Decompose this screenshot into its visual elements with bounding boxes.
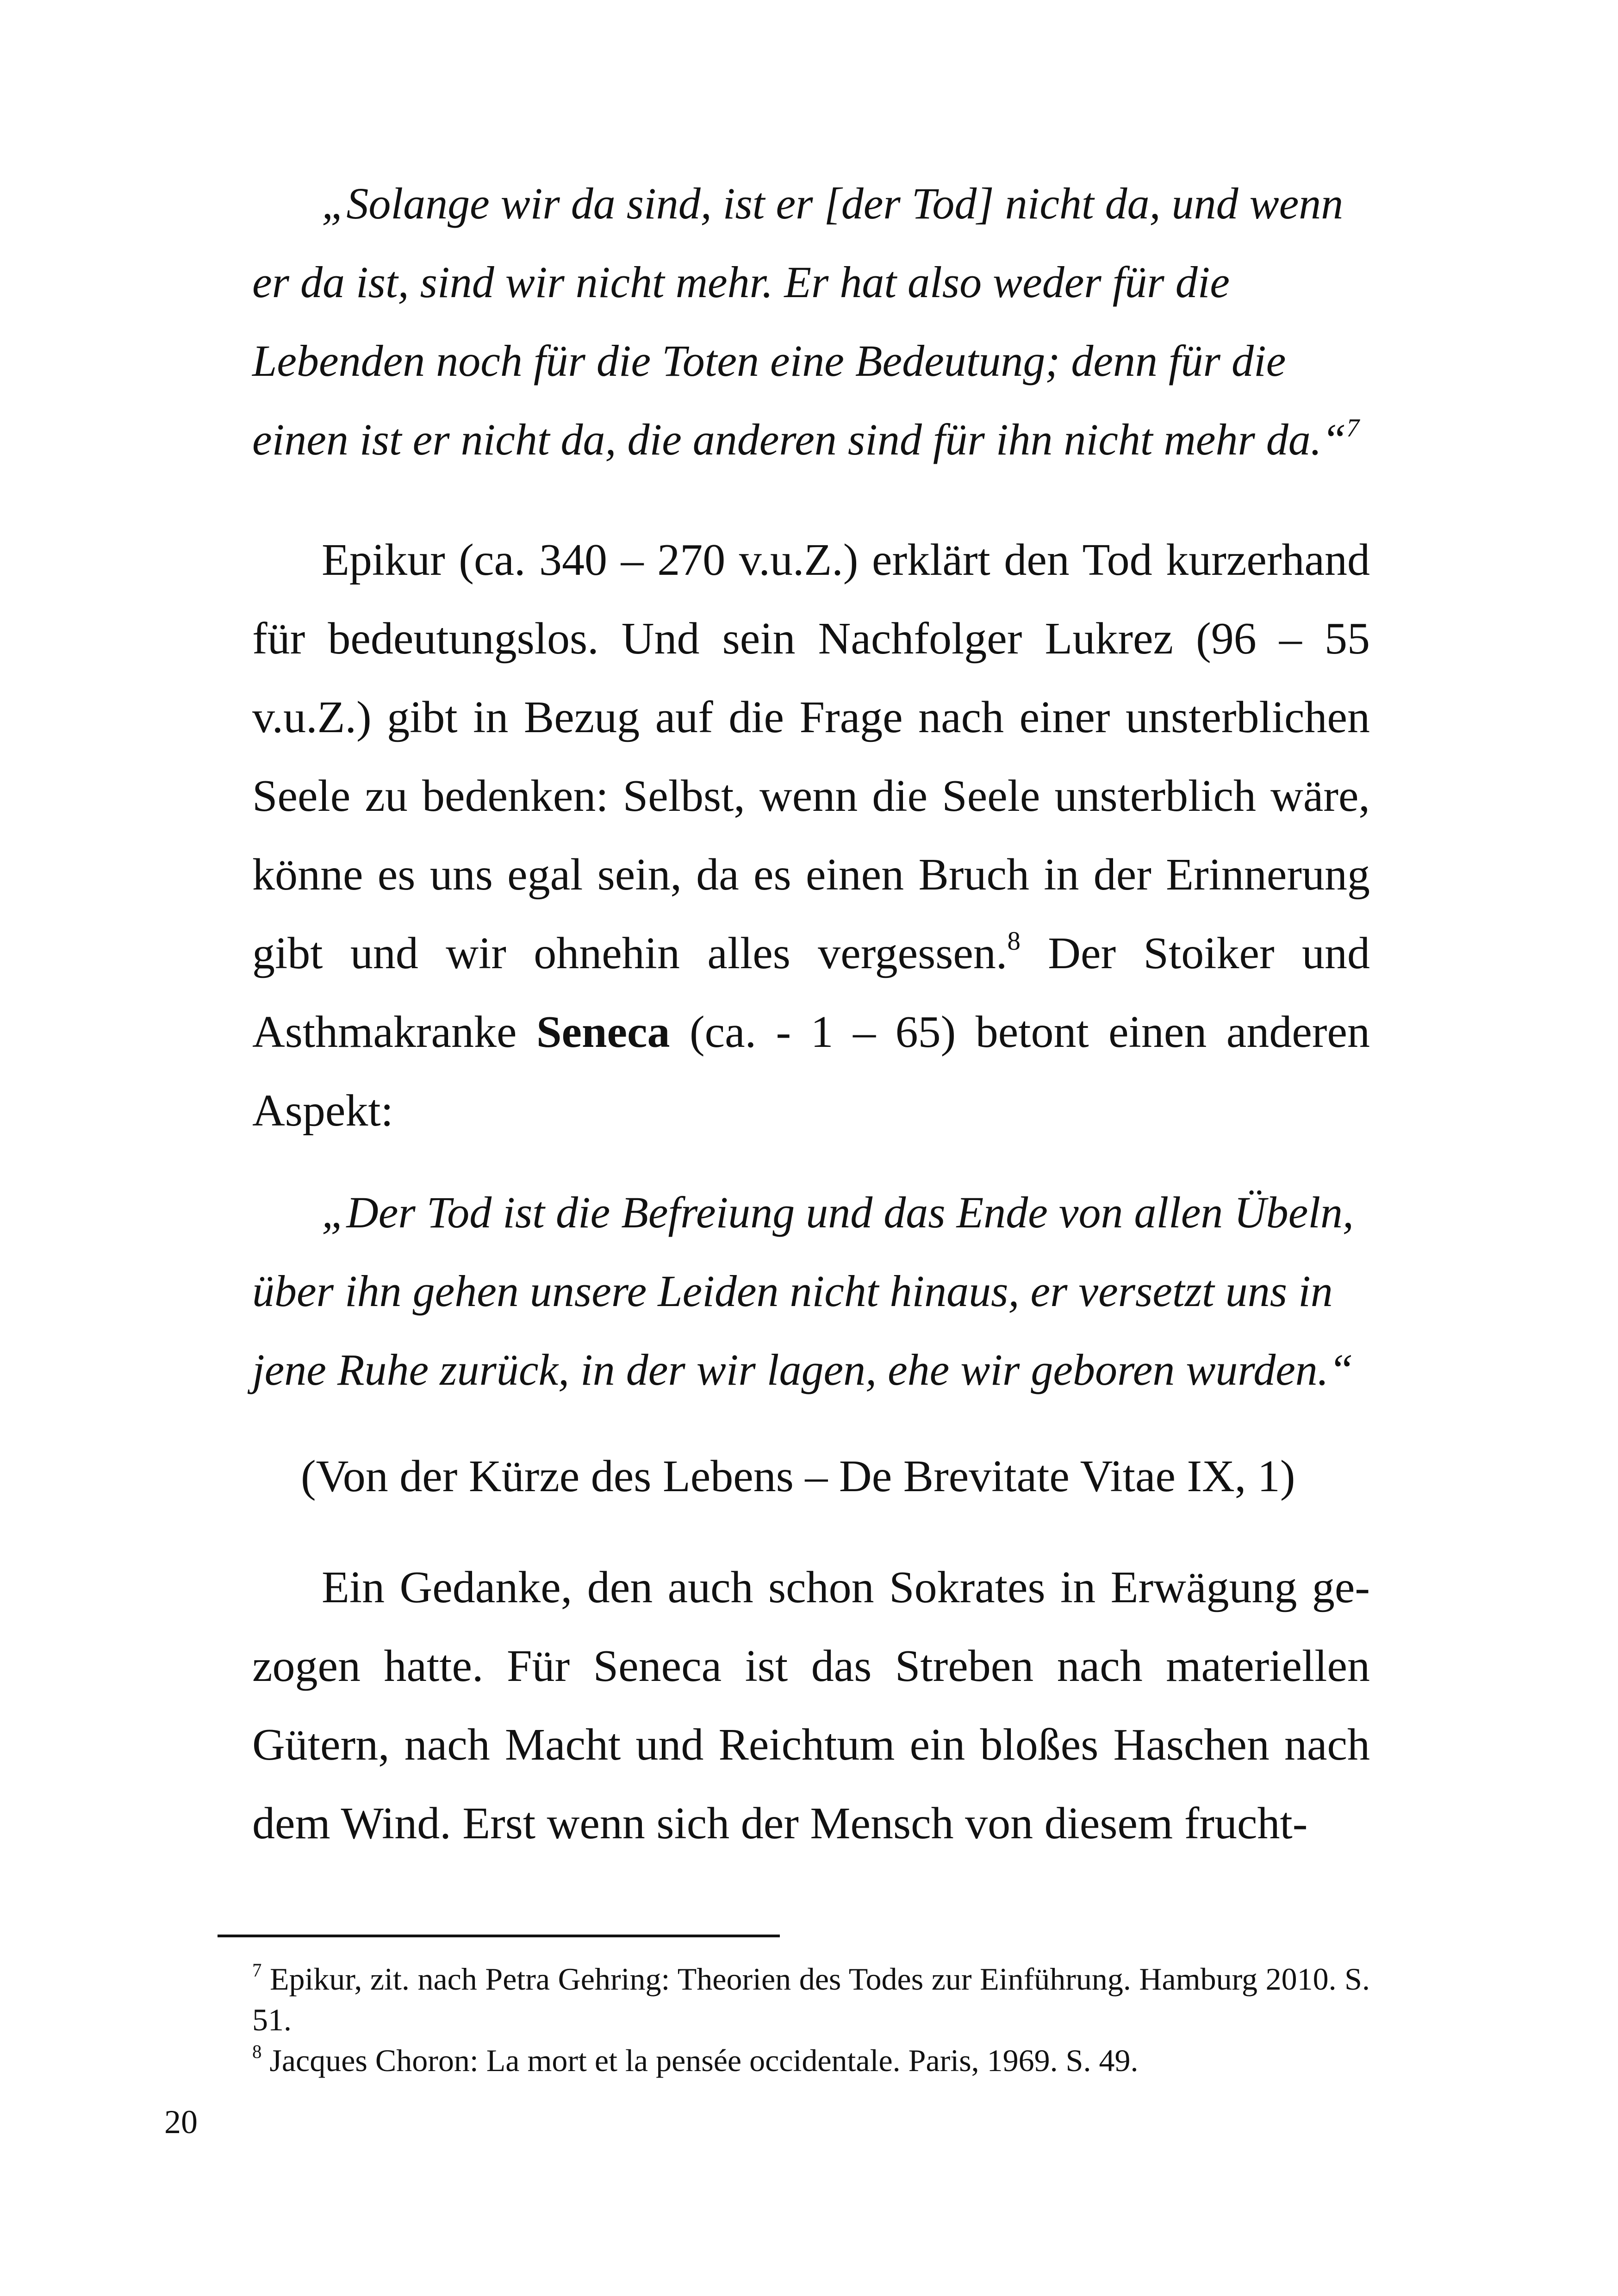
quote-epikur-body: „Solange wir da sind, ist er [der Tod] nicht da, und wenn er da ist, sind wir nicht mehr. Er hat also weder für die Lebenden noch für die Toten eine Bedeutung; denn für die einen ist er nicht da, die anderen sind für ihn nicht mehr da.“ (252, 179, 1347, 464)
seneca-bold-name: Seneca (536, 1007, 670, 1057)
footnotes (252, 1959, 1370, 2081)
paragraph-epikur-lukrez-seneca (252, 521, 1370, 1150)
footnote-7 (252, 1959, 1370, 2040)
quote-epikur-text (252, 164, 1370, 479)
footnote-8-text: Jacques Choron: La mort et la pensée occidentale. Paris, 1969. S. 49. (261, 2043, 1139, 2078)
page-number: 20 (164, 2103, 198, 2140)
paragraph-sokrates-text: Ein Gedanke, den auch schon Sokrates in Erwägung gezogen hatte. Für Seneca ist das Streben nach materiellen Gütern, nach Macht und Reichtum ein bloßes Haschen nach dem Wind. Erst wenn sich der Mensch von diesem frucht- (252, 1562, 1370, 1848)
paragraph-epikur-part-c: (ca. - 1 – 65) betont einen anderen Aspekt: (252, 1007, 1370, 1136)
quote-seneca-text: „Der Tod ist die Befreiung und das Ende von allen Übeln, über ihn gehen unsere Leiden nicht hinaus, er versetzt uns in jene Ruhe zurück, in der wir lagen, ehe wir geboren wurden.“ (252, 1188, 1354, 1394)
footnote-7-number: 7 (252, 1960, 262, 1981)
quote-seneca (252, 1173, 1370, 1409)
quote-seneca-source: (Von der Kürze des Lebens – De Brevitate Vitae IX, 1) (301, 1451, 1295, 1501)
footnote-ref-8: 8 (1007, 927, 1021, 956)
footnote-8-number: 8 (252, 2041, 262, 2062)
paragraph-epikur-part-a: Epikur (ca. 340 – 270 v.u.Z.) erklärt den Tod kurzerhand für bedeutungslos. Und sein Nachfolger Lukrez (96 – 55 v.u.Z.) gibt in Bezug auf die Frage nach einer unsterblichen Seele zu bedenken: Selbst, wenn die Seele unsterblich wäre, könne es uns egal sein, da es einen Bruch in der Erinnerung gibt und wir ohnehin alles vergessen. (252, 535, 1370, 978)
paragraph-sokrates-seneca (252, 1548, 1370, 1863)
quote-epikur (252, 164, 1370, 479)
footnote-separator (218, 1935, 780, 1937)
paragraph-epikur-part-b: Der Stoiker und Asthmakranke (252, 928, 1370, 1057)
paragraph-epikur-text (252, 521, 1370, 1150)
footnote-7-text: Epikur, zit. nach Petra Gehring: Theorien des Todes zur Einführung. Hamburg 2010. S. 51. (252, 1961, 1370, 2037)
footnote-ref-7: 7 (1346, 414, 1360, 443)
footnote-8 (252, 2040, 1370, 2081)
